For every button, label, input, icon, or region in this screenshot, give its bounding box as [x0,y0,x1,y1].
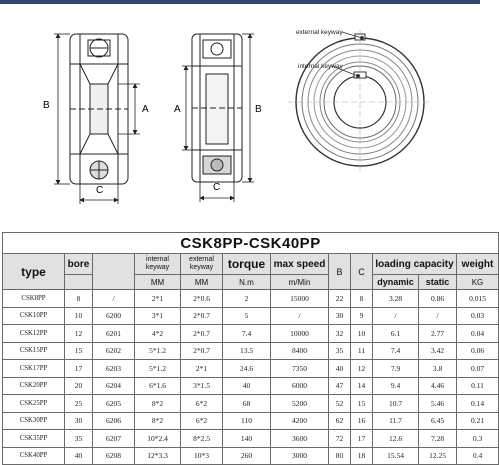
section-view-middle [192,34,242,182]
table-cell: 6201 [93,325,135,343]
table-cell: 7.4 [373,342,419,360]
table-cell: / [419,307,457,325]
col-bore: bore [65,254,93,275]
table-cell: CSK40PP [3,447,65,465]
table-cell: CSK15PP [3,342,65,360]
table-cell: 2 [223,290,271,308]
spec-table [2,232,499,465]
col-internal-keyway: internal keyway [135,254,181,275]
unit-speed: m/Min [271,275,329,290]
table-cell: 15 [351,395,373,413]
unit-bore [65,275,93,290]
table-cell: 62 [329,412,351,430]
spec-table-container [2,232,494,461]
col-static: static [419,275,457,290]
table-cell: 35 [65,430,93,448]
table-row [3,360,499,378]
table-row [3,377,499,395]
unit-internal: MM [135,275,181,290]
col-dynamic: dynamic [373,275,419,290]
table-cell: 15000 [271,290,329,308]
table-cell: 2*0.6 [181,290,223,308]
table-cell: 3.8 [419,360,457,378]
dim-A-left: A [142,104,149,115]
table-cell: 6206 [93,412,135,430]
table-cell: 3.28 [373,290,419,308]
table-cell: 68 [223,395,271,413]
table-cell: 5 [223,307,271,325]
table-cell: 17 [351,430,373,448]
table-cell: 24.6 [223,360,271,378]
table-cell: 5.46 [419,395,457,413]
table-cell: 3*1.5 [181,377,223,395]
table-cell: 6.1 [373,325,419,343]
table-cell: 7.9 [373,360,419,378]
table-cell: 9.4 [373,377,419,395]
table-row [3,430,499,448]
col-type: type [3,254,65,290]
table-cell: 110 [223,412,271,430]
table-cell: / [373,307,419,325]
table-cell: 12.25 [419,447,457,465]
col-loading-capacity: loading capacity [373,254,457,275]
table-cell: 13.5 [223,342,271,360]
col-weight: weight [457,254,499,275]
dim-A-mid: A [174,104,181,115]
table-cell: 20 [65,377,93,395]
side-view-left [70,34,128,184]
table-cell: 4200 [271,412,329,430]
table-cell: 6204 [93,377,135,395]
table-title: CSK8PP-CSK40PP [3,233,499,254]
table-cell: 140 [223,430,271,448]
table-cell: 8*2.5 [181,430,223,448]
table-cell: 0.07 [457,360,499,378]
table-cell: 3000 [271,447,329,465]
table-cell: 6205 [93,395,135,413]
col-blank [93,254,135,290]
table-cell: 30 [329,307,351,325]
col-C: C [351,254,373,290]
table-cell: CSK35PP [3,430,65,448]
table-row [3,447,499,465]
table-cell: 0.4 [457,447,499,465]
unit-external: MM [181,275,223,290]
table-cell: 40 [329,360,351,378]
table-cell: 6*2 [181,395,223,413]
table-cell: 16 [351,412,373,430]
table-cell: CSK10PP [3,307,65,325]
table-cell: 30 [65,412,93,430]
unit-weight: KG [457,275,499,290]
table-cell: 7.28 [419,430,457,448]
table-row [3,325,499,343]
table-cell: 2*1 [181,360,223,378]
table-cell: 52 [329,395,351,413]
table-cell: 8400 [271,342,329,360]
table-cell: 0.04 [457,325,499,343]
table-cell: 0.11 [457,377,499,395]
col-B: B [329,254,351,290]
table-cell: 3*1 [135,307,181,325]
table-cell: 8*2 [135,395,181,413]
dim-C-mid: C [213,182,221,193]
table-cell: / [93,290,135,308]
table-row [3,342,499,360]
col-external-keyway: external keyway [181,254,223,275]
table-row [3,290,499,308]
table-cell: CSK8PP [3,290,65,308]
table-cell: 15.54 [373,447,419,465]
table-cell: 5200 [271,395,329,413]
table-cell: 9 [351,307,373,325]
table-cell: 7350 [271,360,329,378]
table-cell: 6*2 [181,412,223,430]
dim-B-left: B [43,100,50,111]
front-view-right [288,30,432,174]
table-cell: 18 [351,447,373,465]
table-cell: 10*2.4 [135,430,181,448]
table-cell: 0.03 [457,307,499,325]
table-cell: 12 [65,325,93,343]
table-cell: 10 [65,307,93,325]
table-cell: CSK17PP [3,360,65,378]
table-cell: 6.45 [419,412,457,430]
table-cell: CSK30PP [3,412,65,430]
table-cell: 15 [65,342,93,360]
table-cell: 22 [329,290,351,308]
dim-C-left: C [96,185,104,196]
table-cell: 6000 [271,377,329,395]
table-cell: 5*1.2 [135,342,181,360]
table-cell: 3.42 [419,342,457,360]
table-cell: 260 [223,447,271,465]
table-cell: 6203 [93,360,135,378]
external-keyway-label: external keyway [296,29,343,36]
table-cell: 0.015 [457,290,499,308]
table-cell: 8 [65,290,93,308]
table-cell: 7.4 [223,325,271,343]
table-cell: 8 [351,290,373,308]
table-cell: 10 [351,325,373,343]
table-cell: 2*0.7 [181,342,223,360]
table-cell: 12 [351,360,373,378]
table-cell: CSK25PP [3,395,65,413]
table-cell: 40 [65,447,93,465]
table-cell: CSK12PP [3,325,65,343]
table-cell: 6208 [93,447,135,465]
table-cell: 11.7 [373,412,419,430]
table-cell: 5*1.2 [135,360,181,378]
spec-table-body [3,290,499,465]
table-cell: 10000 [271,325,329,343]
unit-torque: N.m [223,275,271,290]
table-cell: 12.6 [373,430,419,448]
table-cell: 35 [329,342,351,360]
table-cell: 6200 [93,307,135,325]
table-cell: 80 [329,447,351,465]
table-cell: 0.21 [457,412,499,430]
table-cell: 2.77 [419,325,457,343]
table-cell: 3600 [271,430,329,448]
dim-B-mid: B [255,104,262,115]
table-cell: 10*3 [181,447,223,465]
table-cell: 0.86 [419,290,457,308]
table-cell: 0.3 [457,430,499,448]
table-cell: 12*3.3 [135,447,181,465]
table-cell: 40 [223,377,271,395]
table-cell: / [271,307,329,325]
table-cell: 8*2 [135,412,181,430]
table-cell: 0.06 [457,342,499,360]
table-cell: 14 [351,377,373,395]
table-cell: 11 [351,342,373,360]
table-row [3,412,499,430]
table-cell: 10.7 [373,395,419,413]
table-cell: 32 [329,325,351,343]
table-cell: 2*0.7 [181,325,223,343]
table-cell: 6*1.6 [135,377,181,395]
col-torque: torque [223,254,271,275]
table-cell: 2*1 [135,290,181,308]
table-cell: 72 [329,430,351,448]
table-cell: 25 [65,395,93,413]
table-row [3,307,499,325]
table-cell: CSK20PP [3,377,65,395]
table-cell: 6207 [93,430,135,448]
table-cell: 6202 [93,342,135,360]
table-row [3,395,499,413]
table-cell: 0.14 [457,395,499,413]
table-cell: 4.46 [419,377,457,395]
table-cell: 2*0.7 [181,307,223,325]
col-max-speed: max speed [271,254,329,275]
internal-keyway-label: internal keyway [298,63,343,70]
table-cell: 4*2 [135,325,181,343]
table-cell: 17 [65,360,93,378]
table-cell: 47 [329,377,351,395]
bearing-technical-drawing [0,4,480,230]
